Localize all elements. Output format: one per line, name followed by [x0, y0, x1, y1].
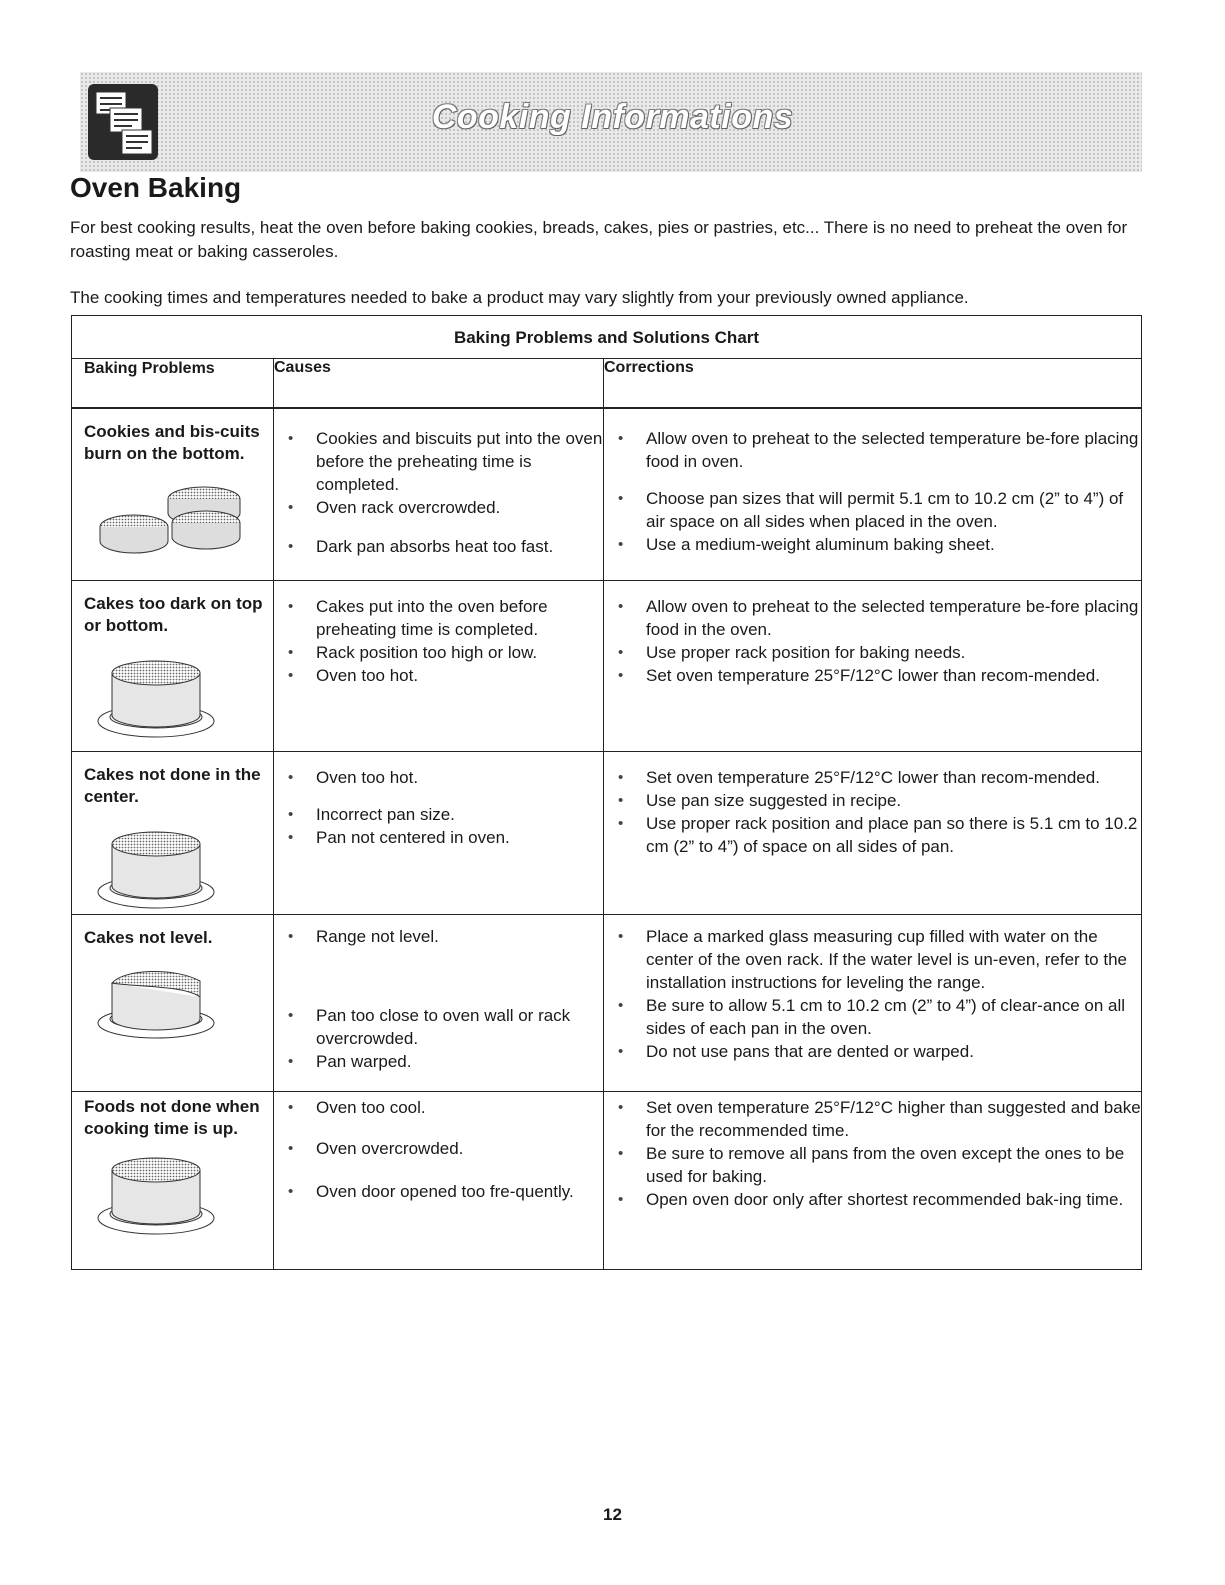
cause-item: • Oven rack overcrowded.	[274, 496, 603, 519]
causes-cell	[274, 1091, 604, 1269]
chart-title: Baking Problems and Solutions Chart	[72, 316, 1142, 359]
problem-label: Cakes too dark on top or bottom.	[84, 593, 263, 635]
problem-cell	[72, 1091, 274, 1269]
baking-problems-chart	[71, 315, 1142, 1270]
cause-item: • Oven overcrowded.	[274, 1137, 603, 1160]
cake-illustration-icon	[94, 1148, 234, 1238]
problem-label: Foods not done when cooking time is up.	[84, 1096, 260, 1138]
table-row	[72, 1091, 1142, 1269]
correction-item: • Use proper rack position and place pan so there is 5.1 cm to 10.2 cm (2” to 4”) of space on all sides of pan.	[604, 812, 1141, 858]
problem-cell	[72, 580, 274, 751]
header-corrections: Corrections	[604, 359, 1142, 409]
correction-item: • Open oven door only after shortest recommended bak-ing time.	[604, 1188, 1141, 1211]
corrections-cell	[604, 1091, 1142, 1269]
problem-label: Cakes not done in the center.	[84, 764, 261, 806]
correction-item: • Place a marked glass measuring cup filled with water on the center of the oven rack. If the water level is un-even, refer to the installation instructions for leveling the range.	[604, 925, 1141, 994]
problem-cell	[72, 408, 274, 580]
intro-note: The cooking times and temperatures needed to bake a product may vary slightly from your previously owned appliance.	[70, 288, 969, 307]
page-number: 12	[603, 1505, 622, 1524]
correction-item: • Use pan size suggested in recipe.	[604, 789, 1141, 812]
corrections-cell	[604, 580, 1142, 751]
chart-header-row	[72, 359, 1142, 409]
banner-title: Cooking Informations	[431, 98, 794, 136]
correction-item: • Choose pan sizes that will permit 5.1 cm to 10.2 cm (2” to 4”) of air space on all sides when placed in the oven.	[604, 487, 1141, 533]
problem-cell	[72, 751, 274, 914]
corrections-cell	[604, 751, 1142, 914]
corrections-cell	[604, 408, 1142, 580]
cause-item: • Rack position too high or low.	[274, 641, 603, 664]
page-title: Oven Baking	[70, 172, 242, 203]
table-row	[72, 580, 1142, 751]
table-row	[72, 914, 1142, 1091]
cause-item: • Cakes put into the oven before preheating time is completed.	[274, 595, 603, 641]
problem-cell	[72, 914, 274, 1091]
cause-item: • Oven too hot.	[274, 766, 603, 789]
causes-cell	[274, 408, 604, 580]
correction-item: • Use a medium-weight aluminum baking sheet.	[604, 533, 1141, 556]
cause-item: • Oven too hot.	[274, 664, 603, 687]
correction-item: • Be sure to remove all pans from the oven except the ones to be used for baking.	[604, 1142, 1141, 1188]
cause-item: • Pan not centered in oven.	[274, 826, 603, 849]
header-causes: Causes	[274, 359, 604, 409]
table-row	[72, 751, 1142, 914]
problem-label: Cakes not level.	[84, 927, 213, 947]
correction-item: • Do not use pans that are dented or warped.	[604, 1040, 1141, 1063]
table-row	[72, 408, 1142, 580]
causes-cell	[274, 914, 604, 1091]
problem-label: Cookies and bis-cuits burn on the bottom.	[84, 422, 260, 463]
cake-illustration-icon	[94, 651, 234, 741]
cause-item: • Oven too cool.	[274, 1096, 603, 1119]
cause-item: • Cookies and biscuits put into the oven before the preheating time is completed.	[274, 427, 603, 496]
corrections-cell	[604, 914, 1142, 1091]
causes-cell	[274, 580, 604, 751]
cause-item: • Pan warped.	[274, 1050, 603, 1073]
cause-item: • Incorrect pan size.	[274, 803, 603, 826]
cause-item: • Oven door opened too fre-quently.	[274, 1180, 603, 1203]
correction-item: • Allow oven to preheat to the selected temperature be-fore placing food in the oven.	[604, 595, 1141, 641]
correction-item: • Allow oven to preheat to the selected temperature be-fore placing food in oven.	[604, 427, 1141, 473]
correction-item: • Use proper rack position for baking needs.	[604, 641, 1141, 664]
correction-item: • Be sure to allow 5.1 cm to 10.2 cm (2” to 4”) of clear-ance on all sides of each pan in the oven.	[604, 994, 1141, 1040]
cause-item: • Dark pan absorbs heat too fast.	[274, 535, 603, 558]
header-problems: Baking Problems	[72, 359, 274, 409]
causes-cell	[274, 751, 604, 914]
intro-paragraph: For best cooking results, heat the oven before baking cookies, breads, cakes, pies or pastries, etc... There is no need to preheat the oven for roasting meat or baking casseroles.	[70, 218, 1128, 261]
uneven-cake-illustration-icon	[94, 963, 234, 1043]
correction-item: • Set oven temperature 25°F/12°C lower than recom-mended.	[604, 766, 1141, 789]
cause-item: • Range not level.	[274, 925, 603, 948]
correction-item: • Set oven temperature 25°F/12°C lower than recom-mended.	[604, 664, 1141, 687]
cookies-illustration-icon	[94, 479, 264, 559]
cake-illustration-icon	[94, 822, 234, 912]
cause-item: • Pan too close to oven wall or rack overcrowded.	[274, 1004, 603, 1050]
correction-item: • Set oven temperature 25°F/12°C higher than suggested and bake for the recommended time.	[604, 1096, 1141, 1142]
